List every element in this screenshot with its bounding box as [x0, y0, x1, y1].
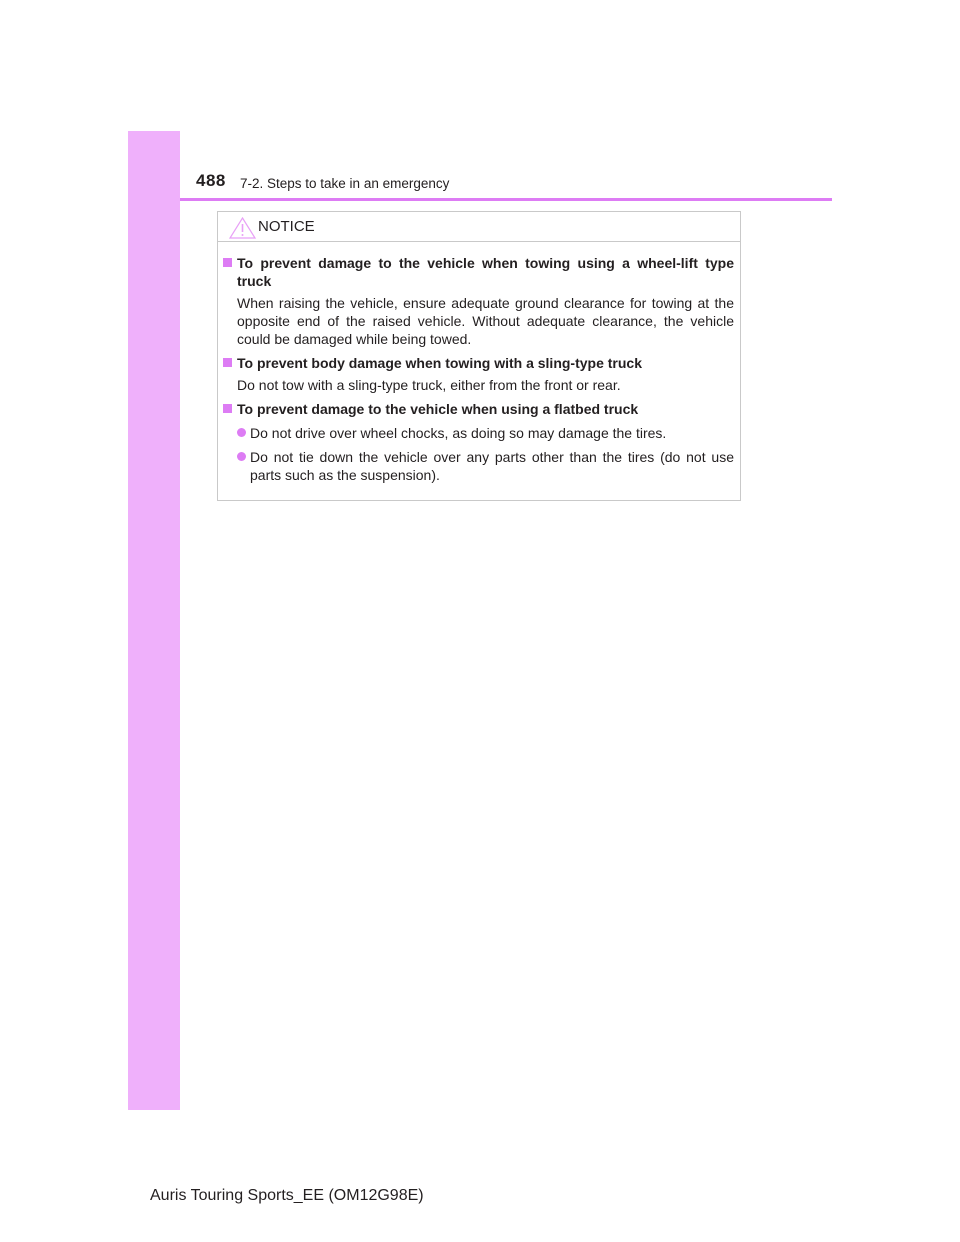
notice-box — [217, 211, 741, 501]
footer-model-code: Auris Touring Sports_EE (OM12G98E) — [150, 1187, 424, 1204]
warning-triangle-icon — [229, 217, 256, 239]
item-text: When raising the vehicle, ensure adequate ground clearance for towing at the opposite end of the raised vehicle. Without adequate clearance, the vehicle could be damaged while being towed. — [237, 295, 734, 347]
item-heading — [223, 354, 734, 372]
bullet-text: Do not drive over wheel chocks, as doing so may damage the tires. — [250, 425, 667, 441]
item-heading — [223, 254, 734, 290]
header-rule — [180, 198, 832, 201]
notice-body — [218, 242, 740, 484]
item-text: Do not tow with a sling-type truck, either from the front or rear. — [237, 377, 621, 393]
section-title: 7-2. Steps to take in an emergency — [240, 176, 450, 191]
bullet-item — [223, 424, 734, 442]
page-number: 488 — [196, 171, 226, 190]
square-bullet-icon — [223, 358, 232, 367]
bullet-item — [223, 448, 734, 484]
square-bullet-icon — [223, 404, 232, 413]
item-heading-text: To prevent body damage when towing with a sling-type truck — [237, 355, 643, 371]
notice-header — [218, 212, 740, 242]
round-bullet-icon — [237, 452, 246, 461]
round-bullet-icon — [237, 428, 246, 437]
notice-title: NOTICE — [258, 218, 315, 235]
square-bullet-icon — [223, 258, 232, 267]
item-heading — [223, 400, 734, 418]
bullet-text: Do not tie down the vehicle over any parts other than the tires (do not use parts such as the suspension). — [250, 449, 734, 483]
item-heading-text: To prevent damage to the vehicle when towing using a wheel-lift type truck — [237, 255, 734, 289]
side-color-band — [128, 131, 180, 1110]
item-heading-text: To prevent damage to the vehicle when using a flatbed truck — [237, 401, 639, 417]
